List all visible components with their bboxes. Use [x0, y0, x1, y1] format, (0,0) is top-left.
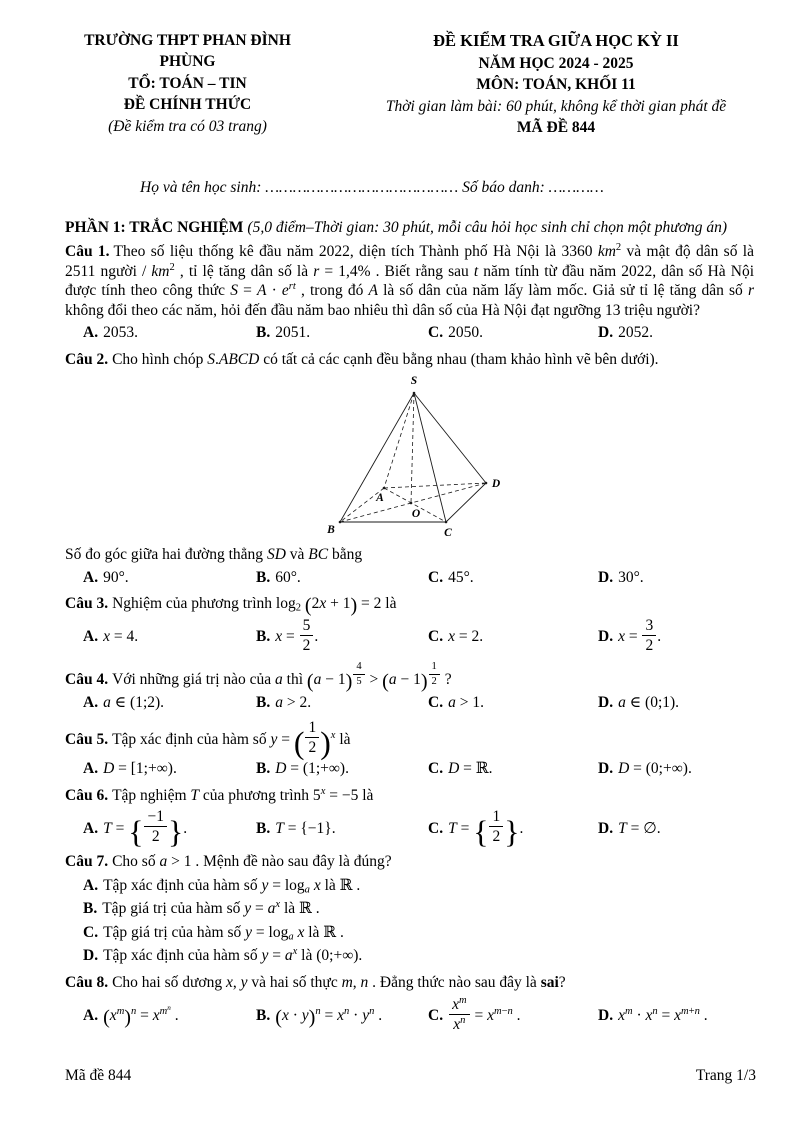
option-b: B. T = {−1}. — [256, 819, 336, 837]
student-id-dots: ………… — [544, 179, 604, 197]
option-b: B. x = $\frac{5}{2}$ . — [256, 616, 319, 654]
exam-header — [65, 30, 754, 138]
exam-title: ĐỀ KIỂM TRA GIỮA HỌC KỲ II — [433, 31, 679, 50]
option-d: D. a ∈ (0;1). — [598, 693, 680, 711]
option-d: D. x = $\frac{3}{2}$ . — [598, 616, 662, 654]
option-d: D. D = (0;+∞). — [598, 760, 692, 778]
question-text: Với những giá trị nào của a thì (a − 1) $^{\frac{4}{5}}$ > (a − 1) $^{\frac{1}{2}}$ ? — [112, 661, 452, 693]
vertex-label-d: D — [491, 478, 500, 491]
question-options — [65, 568, 754, 588]
option-d: D. Tập xác định của hàm số $y = a^x$ là (0;+∞). — [83, 946, 363, 965]
school-name: TRƯỜNG THPT PHAN ĐÌNH PHÙNG — [84, 32, 291, 71]
option-a: A. D = [1;+∞). — [83, 760, 177, 778]
option-d: D. 2052. — [598, 324, 653, 342]
option-b: B. 60°. — [256, 568, 301, 586]
option-c: C. Tập giá trị của hàm số $y = \log_a x$ là ℝ . — [83, 923, 344, 943]
question-number: Câu 5. — [65, 730, 109, 748]
question-text: Cho số a > 1 . Mệnh đề nào sau đây là đúng? — [112, 853, 392, 871]
question-number: Câu 8. — [65, 973, 109, 991]
vertex-label-o: O — [411, 508, 420, 521]
question-text: Cho hai số dương x, y và hai số thực m, n . Đẳng thức nào sau đây là sai? — [112, 973, 566, 991]
school-year: NĂM HỌC 2024 - 2025 — [478, 54, 634, 72]
option-c: C. $\frac{x^m}{x^n}$ = $x^{m-n}$ . — [428, 994, 521, 1033]
option-c: C. D = ℝ. — [428, 760, 493, 778]
question-2 — [65, 350, 754, 588]
option-c: C. x = 2. — [428, 628, 484, 646]
question-options — [65, 323, 754, 343]
section-heading — [65, 218, 754, 238]
vertex-label-b: B — [326, 524, 335, 537]
pages-note: (Đề kiểm tra có 03 trang) — [108, 117, 267, 135]
question-8 — [65, 973, 754, 1033]
question-number: Câu 7. — [65, 853, 109, 871]
question-text: Theo số liệu thống kê đầu năm 2022, diện tích Thành phố Hà Nội là 3360 $km^2$ và mật độ dân số là 2511 người / $km^2$ , tỉ lệ tăng dân số là r = 1,4% . Biết rằng sau t năm tính từ đầu năm 2022, dân số Hà Nội được tính theo công thức $S = A \cdot e^{rt}$ , trong đó A là số dân của năm lấy làm mốc. Giả sử tỉ lệ tăng dân số r không đổi theo các năm, hỏi đến đầu năm bao nhiêu thì dân số của Hà Nội đạt ngưỡng 13 triệu người? — [65, 242, 755, 319]
vertex-label-a: A — [375, 492, 384, 505]
option-c: C. a > 1. — [428, 693, 484, 711]
question-number: Câu 3. — [65, 595, 109, 613]
question-number: Câu 6. — [65, 786, 109, 804]
question-stem: Số đo góc giữa hai đường thẳng SD và BC bằng — [65, 546, 363, 564]
option-a: A. 90°. — [83, 568, 129, 586]
footer-exam-code: Mã đề 844 — [65, 1067, 132, 1084]
vertex-label-c: C — [443, 527, 452, 540]
pyramid-figure — [83, 371, 754, 543]
option-d: D. $x^m \cdot x^n = x^{m+n}$ . — [598, 1006, 708, 1025]
question-text: Nghiệm của phương trình $\log_2 (2x + 1) = 2$ là — [112, 594, 397, 617]
official-exam-label: ĐỀ CHÍNH THỨC — [123, 96, 252, 114]
option-a: A. Tập xác định của hàm số $y = \log_a x$ là ℝ . — [83, 876, 361, 896]
question-4 — [65, 661, 754, 712]
option-a: A. T = { $\frac{-1}{2}$ }. — [83, 808, 188, 850]
student-name-dots: …………………………………… — [261, 179, 463, 197]
question-number: Câu 1. — [65, 243, 110, 261]
student-name-label: Họ và tên học sinh: — [140, 179, 262, 197]
duration: Thời gian làm bài: 60 phút, không kể thời gian phát đề — [385, 97, 727, 115]
question-3 — [65, 594, 754, 654]
option-b: B. $(x \cdot y)^n = x^n \cdot y^n$ . — [256, 1006, 383, 1029]
option-b: B. D = (1;+∞). — [256, 760, 349, 778]
department: TỔ: TOÁN – TIN — [128, 74, 247, 92]
option-b: B. 2051. — [256, 324, 311, 342]
page-footer — [65, 1066, 756, 1086]
question-text: Cho hình chóp S.ABCD có tất cả các cạnh đều bằng nhau (tham khảo hình vẽ bên dưới). — [112, 350, 659, 368]
student-id-label: Số báo danh: — [462, 179, 545, 197]
pyramid-svg — [324, 371, 514, 543]
question-6 — [65, 786, 754, 850]
option-b: B. a > 2. — [256, 693, 312, 711]
header-left-block — [65, 30, 310, 138]
option-a: A. a ∈ (1;2). — [83, 693, 165, 711]
question-7 — [65, 852, 754, 966]
question-options — [65, 693, 754, 713]
question-text: Tập nghiệm T của phương trình $5^x = -5$ là — [112, 786, 374, 804]
option-d: D. 30°. — [598, 568, 644, 586]
option-a: A. x = 4. — [83, 628, 139, 646]
option-c: C. 2050. — [428, 324, 483, 342]
question-number: Câu 4. — [65, 671, 109, 689]
footer-page-number: Trang 1/3 — [695, 1067, 756, 1084]
option-b: B. Tập giá trị của hàm số $y = a^x$ là ℝ . — [83, 899, 320, 918]
question-number: Câu 2. — [65, 350, 109, 368]
question-options — [65, 617, 754, 654]
option-c: C. T = { $\frac{1}{2}$ }. — [428, 808, 524, 850]
subject: MÔN: TOÁN, KHỐI 11 — [476, 76, 636, 94]
question-5 — [65, 719, 754, 779]
vertex-label-s: S — [410, 375, 417, 388]
question-text: Tập xác định của hàm số y = ( $\frac{1}{2}$ )$^x$ là — [112, 719, 351, 761]
section-title: PHẦN 1: TRẮC NGHIỆM — [65, 218, 244, 236]
question-options — [65, 996, 754, 1033]
section-subtitle: (5,0 điểm–Thời gian: 30 phút, mỗi câu hỏi học sinh chỉ chọn một phương án) — [247, 218, 728, 236]
question-1 — [65, 242, 754, 343]
question-options — [65, 759, 754, 779]
option-a: A. 2053. — [83, 324, 138, 342]
question-options — [65, 876, 754, 966]
option-a: A. $(x^m)^n = x^{m^n}$ . — [83, 1004, 179, 1029]
student-info-line — [140, 178, 754, 198]
header-right-block — [310, 30, 754, 138]
option-d: D. T = ∅. — [598, 819, 661, 837]
exam-code: MÃ ĐỀ 844 — [516, 118, 596, 136]
option-c: C. 45°. — [428, 568, 474, 586]
question-options — [65, 808, 754, 850]
